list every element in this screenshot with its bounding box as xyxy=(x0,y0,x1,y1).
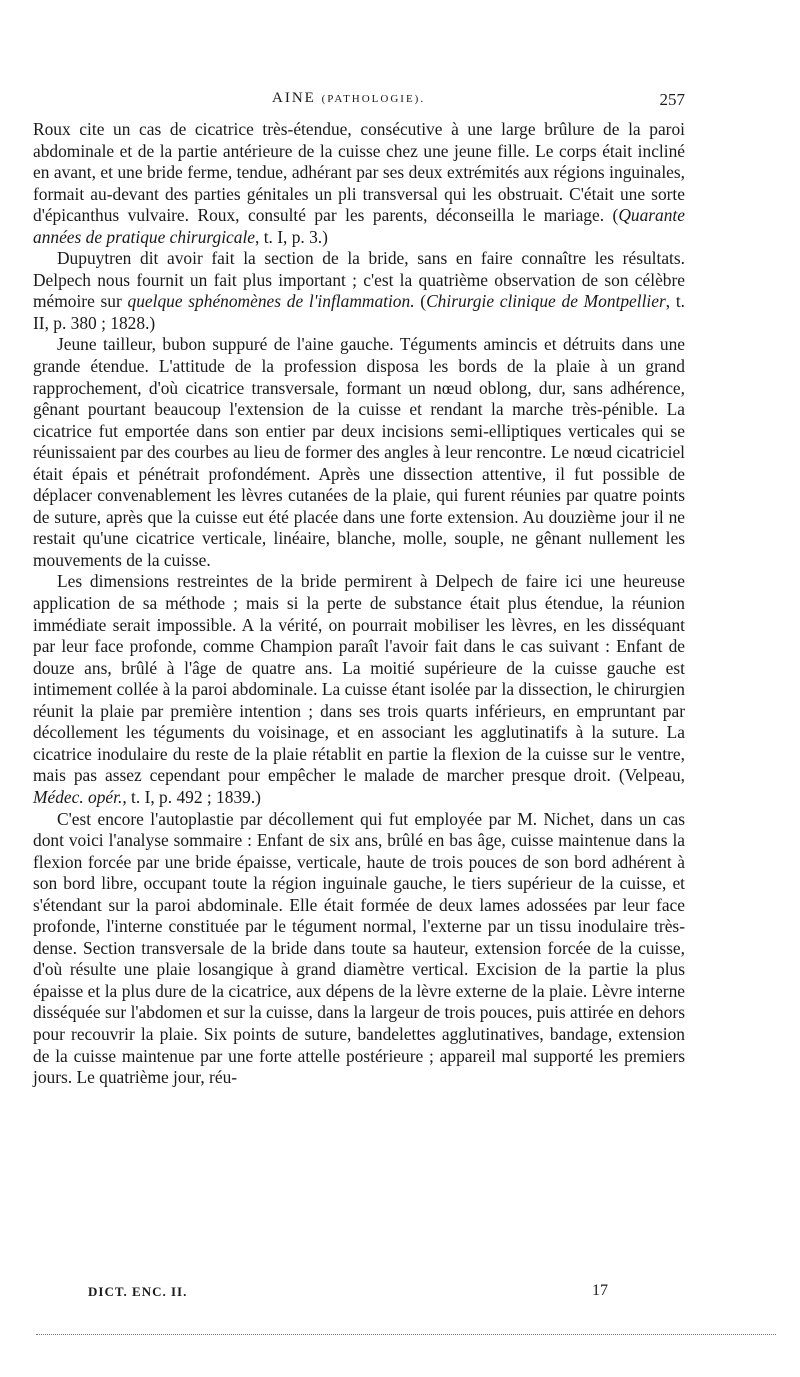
italic-citation: Chirurgie clinique de Montpellier xyxy=(426,291,666,312)
running-title-main: AINE xyxy=(272,90,316,106)
paragraph xyxy=(33,334,685,571)
text-run: Jeune tailleur, bubon suppuré de l'aine gauche. Téguments amincis et détruits dans une grande étendue. L'attitude de la profession disposa les bords de la plaie à un grand rapprochement, d'où cicatrice transversale, formant un nœud oblong, dur, sans adhérence, gênant pourtant beaucoup l'extension de la cuisse et rendant la marche très-pénible. La cicatrice fut emportée dans son entier par deux incisions semi-elliptiques verticales qui se réunissaient par des courbes au lieu de former des angles à leur rencontre. Le nœud cicatriciel était épais et pénétrait profondément. Après une dissection attentive, il fut possible de déplacer convenablement les lèvres cutanées de la plaie, qui furent réunies par quatre points de suture, après que la cuisse eut été placée dans une forte extension. Au douzième jour il ne restait qu'une cicatrice verticale, linéaire, blanche, molle, souple, ne gênant nullement les mouvements de la cuisse. xyxy=(33,334,685,570)
paragraph xyxy=(33,248,685,334)
text-run: , t. II, p. 380 ; 1828.) xyxy=(33,291,686,333)
text-run: ( xyxy=(414,291,427,312)
text-run: Roux cite un cas de cicatrice très-étendue, consécutive à une large brûlure de la paroi abdominale et de la partie antérieure de la cuisse chez une jeune fille. Le corps était incliné en avant, et une bride ferme, tendue, adhérant par ses deux extrémités aux régions inguinales, formait au-devant des parties génitales un pli transversal qui les obstruait. C'était une sorte d'épicanthus vulvaire. Roux, consulté par les parents, déconseilla le mariage. ( xyxy=(33,119,685,226)
running-title-sub: (PATHOLOGIE). xyxy=(321,93,426,105)
paragraph xyxy=(33,571,685,808)
page-header xyxy=(60,90,685,114)
signature-mark: DICT. ENC. II. xyxy=(88,1284,188,1299)
italic-citation: Quarante années de pratique chirurgicale xyxy=(33,205,685,247)
page-footer xyxy=(88,1284,608,1308)
signature-number: 17 xyxy=(592,1282,608,1299)
text-run: C'est encore l'autoplastie par décollement qui fut employée par M. Nichet, dans un cas dont voici l'analyse sommaire : Enfant de six ans, brûlé en bas âge, cuisse maintenue dans la flexion forcée par une bride épaisse, verticale, haute de trois pouces de son bord adhérent à son bord libre, occupant toute la région inguinale gauche, le tiers supérieur de la cuisse, et s'étendant sur la paroi abdominale. Elle était formée de deux lames adossées par leur face profonde, l'interne constituée par le tégument normal, l'externe par un tissu inodulaire très-dense. Section transversale de la bride dans toute sa hauteur, extension forcée de la cuisse, d'où résulte une plaie losangique à grand diamètre vertical. Excision de la partie la plus épaisse et la plus dure de la cicatrice, aux dépens de la lèvre externe de la plaie. Lèvre interne disséquée sur l'abdomen et sur la cuisse, dans la largeur de trois pouces, puis attirée en dehors pour recouvrir la plaie. Six points de suture, bandelettes agglutinatives, bandage, extension de la cuisse maintenue par une forte attelle postérieure ; appareil mal supporté les premiers jours. Le quatrième jour, réu- xyxy=(33,808,685,1088)
bottom-dotted-rule xyxy=(36,1334,776,1335)
body-text xyxy=(33,119,685,1089)
text-run: Dupuytren dit avoir fait la section de la bride, sans en faire connaître les résultats. Delpech nous fournit un fait plus important ; c'est la quatrième observation de son célèbre mémoire sur xyxy=(33,248,685,312)
italic-citation: Médec. opér. xyxy=(33,786,123,807)
running-title xyxy=(272,90,425,107)
paragraph xyxy=(33,119,685,248)
text-run: Les dimensions restreintes de la bride permirent à Delpech de faire ici une heureuse application de sa méthode ; mais si la perte de substance était plus étendue, la réunion immédiate serait impossible. A la vérité, on pourrait mobiliser les lèvres, en les disséquant par leur face profonde, comme Champion paraît l'avoir fait dans le cas suivant : Enfant de douze ans, brûlé à l'âge de quatre ans. La moitié supérieure de la cuisse gauche est intimement collée à la paroi abdominale. La cuisse étant isolée par la dissection, le chirurgien réunit la plaie par première intention ; dans ses trois quarts inférieurs, en empruntant par décollement les téguments du voisinage, et en associant les agglutinatifs à la suture. La cicatrice inodulaire du reste de la plaie rétablit en partie la flexion de la cuisse sur le ventre, mais pas assez cependant pour empêcher le malade de marcher presque droit. (Velpeau, xyxy=(33,571,685,786)
italic-citation: quelque sphénomènes de l'inflammation. xyxy=(127,291,415,312)
page-number: 257 xyxy=(659,90,685,109)
text-run: , t. I, p. 492 ; 1839.) xyxy=(122,786,261,807)
paragraph xyxy=(33,809,685,1089)
text-run: , t. I, p. 3.) xyxy=(255,226,328,247)
